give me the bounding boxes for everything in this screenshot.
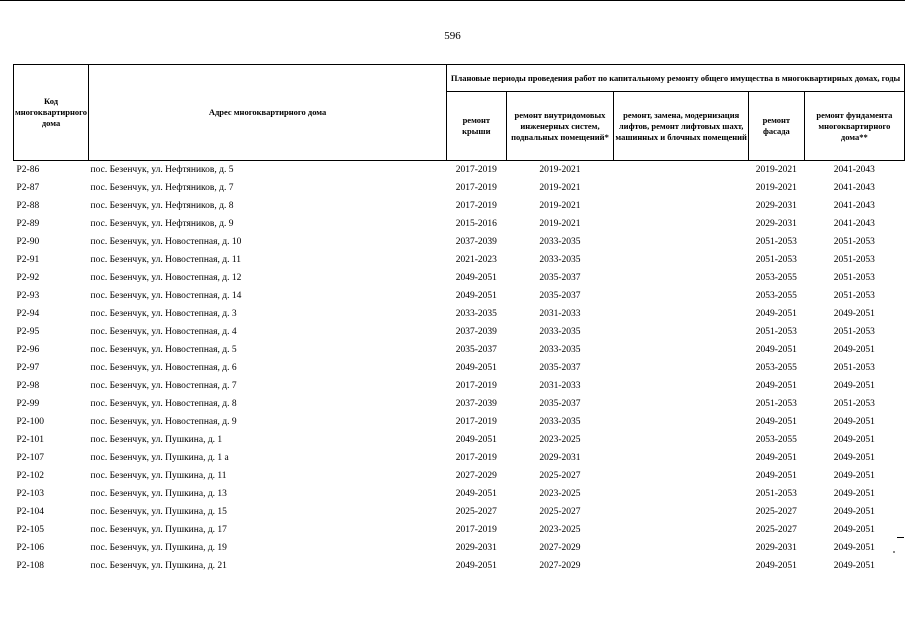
cell-lifts <box>614 557 749 575</box>
cell-roof: 2035-2037 <box>455 345 497 355</box>
cell-code: Р2-104 <box>16 507 44 517</box>
cell-roof: 2037-2039 <box>455 237 497 247</box>
cell-facade: 2051-2053 <box>755 255 797 265</box>
cell-lifts <box>614 485 749 503</box>
cell-roof: 2017-2019 <box>455 183 497 193</box>
column-header-foundation: ремонт фундамента многоквартирного дома** <box>804 92 904 161</box>
cell-lifts <box>614 323 749 341</box>
cell-code: Р2-100 <box>16 417 44 427</box>
column-header-systems: ремонт внутридомовых инженерных систем, подвальных помещений* <box>506 92 614 161</box>
cell-code: Р2-97 <box>16 363 40 373</box>
edge-mark <box>897 537 904 538</box>
table-row <box>14 557 905 575</box>
cell-lifts <box>614 161 749 180</box>
cell-foundation: 2051-2053 <box>833 255 875 265</box>
cell-roof: 2027-2029 <box>455 471 497 481</box>
column-header-address: Адрес многоквартирного дома <box>89 65 447 161</box>
cell-address: пос. Безенчук, ул. Новостепная, д. 11 <box>90 255 241 265</box>
cell-systems: 2033-2035 <box>539 345 581 355</box>
cell-lifts <box>614 197 749 215</box>
cell-address: пос. Безенчук, ул. Пушкина, д. 11 <box>90 471 227 481</box>
table-row <box>14 395 905 413</box>
cell-facade: 2029-2031 <box>755 219 797 229</box>
cell-facade: 2051-2053 <box>755 489 797 499</box>
cell-address: пос. Безенчук, ул. Нефтяников, д. 9 <box>90 219 234 229</box>
cell-roof: 2037-2039 <box>455 327 497 337</box>
table-body <box>14 161 905 576</box>
cell-systems: 2027-2029 <box>539 561 581 571</box>
cell-address: пос. Безенчук, ул. Новостепная, д. 9 <box>90 417 237 427</box>
cell-code: Р2-99 <box>16 399 40 409</box>
cell-facade: 2049-2051 <box>755 345 797 355</box>
cell-address: пос. Безенчук, ул. Новостепная, д. 10 <box>90 237 242 247</box>
table-row <box>14 197 905 215</box>
cell-address: пос. Безенчук, ул. Пушкина, д. 1 <box>90 435 223 445</box>
cell-roof: 2017-2019 <box>455 165 497 175</box>
cell-lifts <box>614 251 749 269</box>
cell-facade: 2051-2053 <box>755 399 797 409</box>
cell-code: Р2-95 <box>16 327 40 337</box>
cell-roof: 2037-2039 <box>455 399 497 409</box>
cell-code: Р2-89 <box>16 219 40 229</box>
cell-code: Р2-92 <box>16 273 40 283</box>
cell-systems: 2035-2037 <box>539 399 581 409</box>
cell-code: Р2-98 <box>16 381 40 391</box>
cell-lifts <box>614 377 749 395</box>
cell-lifts <box>614 215 749 233</box>
cell-foundation: 2051-2053 <box>833 237 875 247</box>
cell-foundation: 2049-2051 <box>833 345 875 355</box>
table-row <box>14 539 905 557</box>
cell-systems: 2019-2021 <box>539 219 581 229</box>
cell-roof: 2015-2016 <box>455 219 497 229</box>
cell-facade: 2053-2055 <box>755 363 797 373</box>
cell-address: пос. Безенчук, ул. Пушкина, д. 21 <box>90 561 227 571</box>
cell-foundation: 2041-2043 <box>833 201 875 211</box>
cell-facade: 2029-2031 <box>755 543 797 553</box>
cell-foundation: 2051-2053 <box>833 327 875 337</box>
cell-foundation: 2049-2051 <box>833 543 875 553</box>
cell-roof: 2033-2035 <box>455 309 497 319</box>
cell-facade: 2053-2055 <box>755 273 797 283</box>
cell-foundation: 2049-2051 <box>833 471 875 481</box>
table-row <box>14 269 905 287</box>
cell-roof: 2029-2031 <box>455 543 497 553</box>
cell-systems: 2019-2021 <box>539 165 581 175</box>
cell-facade: 2019-2021 <box>755 165 797 175</box>
cell-facade: 2049-2051 <box>755 453 797 463</box>
cell-code: Р2-106 <box>16 543 44 553</box>
table-row <box>14 467 905 485</box>
cell-systems: 2025-2027 <box>539 507 581 517</box>
cell-code: Р2-86 <box>16 165 40 175</box>
cell-lifts <box>614 359 749 377</box>
cell-lifts <box>614 503 749 521</box>
table-row <box>14 305 905 323</box>
cell-roof: 2049-2051 <box>455 291 497 301</box>
cell-foundation: 2051-2053 <box>833 291 875 301</box>
cell-systems: 2031-2033 <box>539 309 581 319</box>
cell-address: пос. Безенчук, ул. Новостепная, д. 5 <box>90 345 237 355</box>
cell-roof: 2049-2051 <box>455 561 497 571</box>
cell-systems: 2023-2025 <box>539 435 581 445</box>
cell-systems: 2023-2025 <box>539 525 581 535</box>
table-row <box>14 341 905 359</box>
capital-repair-table <box>13 64 905 575</box>
cell-foundation: 2049-2051 <box>833 507 875 517</box>
cell-facade: 2029-2031 <box>755 201 797 211</box>
table-row <box>14 377 905 395</box>
table-row <box>14 503 905 521</box>
cell-systems: 2035-2037 <box>539 273 581 283</box>
cell-code: Р2-107 <box>16 453 44 463</box>
cell-address: пос. Безенчук, ул. Пушкина, д. 17 <box>90 525 227 535</box>
cell-address: пос. Безенчук, ул. Новостепная, д. 12 <box>90 273 242 283</box>
table-row <box>14 521 905 539</box>
page-number: 596 <box>444 30 461 42</box>
column-header-lifts: ремонт, замена, модернизация лифтов, ремонт лифтовых шахт, машинных и блочных помещений <box>614 92 749 161</box>
cell-foundation: 2051-2053 <box>833 363 875 373</box>
cell-facade: 2049-2051 <box>755 561 797 571</box>
cell-code: Р2-93 <box>16 291 40 301</box>
cell-roof: 2017-2019 <box>455 453 497 463</box>
cell-address: пос. Безенчук, ул. Нефтяников, д. 7 <box>90 183 234 193</box>
cell-code: Р2-91 <box>16 255 40 265</box>
cell-roof: 2017-2019 <box>455 201 497 211</box>
table-row <box>14 215 905 233</box>
cell-roof: 2021-2023 <box>455 255 497 265</box>
column-header-facade: ремонт фасада <box>749 92 805 161</box>
cell-roof: 2049-2051 <box>455 363 497 373</box>
cell-roof: 2025-2027 <box>455 507 497 517</box>
cell-systems: 2033-2035 <box>539 255 581 265</box>
cell-foundation: 2049-2051 <box>833 525 875 535</box>
table-row <box>14 233 905 251</box>
cell-facade: 2053-2055 <box>755 291 797 301</box>
cell-systems: 2033-2035 <box>539 237 581 247</box>
cell-systems: 2035-2037 <box>539 363 581 373</box>
cell-address: пос. Безенчук, ул. Пушкина, д. 13 <box>90 489 227 499</box>
cell-facade: 2049-2051 <box>755 417 797 427</box>
cell-code: Р2-103 <box>16 489 44 499</box>
cell-facade: 2051-2053 <box>755 237 797 247</box>
cell-address: пос. Безенчук, ул. Нефтяников, д. 5 <box>90 165 234 175</box>
cell-systems: 2023-2025 <box>539 489 581 499</box>
table-row <box>14 431 905 449</box>
cell-lifts <box>614 233 749 251</box>
cell-address: пос. Безенчук, ул. Новостепная, д. 8 <box>90 399 237 409</box>
cell-systems: 2033-2035 <box>539 327 581 337</box>
cell-foundation: 2049-2051 <box>833 417 875 427</box>
cell-code: Р2-101 <box>16 435 44 445</box>
cell-lifts <box>614 269 749 287</box>
cell-code: Р2-96 <box>16 345 40 355</box>
cell-foundation: 2049-2051 <box>833 309 875 319</box>
cell-systems: 2031-2033 <box>539 381 581 391</box>
cell-address: пос. Безенчук, ул. Пушкина, д. 15 <box>90 507 227 517</box>
column-group-header: Плановые периоды проведения работ по капитальному ремонту общего имущества в многоквартирных домах, годы <box>447 65 905 92</box>
cell-code: Р2-105 <box>16 525 44 535</box>
cell-facade: 2053-2055 <box>755 435 797 445</box>
cell-foundation: 2049-2051 <box>833 453 875 463</box>
cell-address: пос. Безенчук, ул. Пушкина, д. 1 а <box>90 453 229 463</box>
cell-systems: 2035-2037 <box>539 291 581 301</box>
cell-facade: 2025-2027 <box>755 507 797 517</box>
table-row <box>14 251 905 269</box>
cell-foundation: 2051-2053 <box>833 399 875 409</box>
cell-facade: 2051-2053 <box>755 327 797 337</box>
cell-foundation: 2049-2051 <box>833 561 875 571</box>
table-row <box>14 413 905 431</box>
cell-lifts <box>614 395 749 413</box>
cell-foundation: 2049-2051 <box>833 489 875 499</box>
cell-facade: 2049-2051 <box>755 381 797 391</box>
cell-systems: 2019-2021 <box>539 201 581 211</box>
cell-lifts <box>614 179 749 197</box>
cell-lifts <box>614 341 749 359</box>
cell-foundation: 2049-2051 <box>833 381 875 391</box>
table-row <box>14 359 905 377</box>
cell-foundation: 2041-2043 <box>833 219 875 229</box>
top-rule <box>0 0 905 1</box>
cell-code: Р2-108 <box>16 561 44 571</box>
cell-facade: 2049-2051 <box>755 471 797 481</box>
cell-address: пос. Безенчук, ул. Новостепная, д. 14 <box>90 291 242 301</box>
edge-dot <box>893 551 895 553</box>
cell-foundation: 2051-2053 <box>833 273 875 283</box>
table-row <box>14 323 905 341</box>
cell-lifts <box>614 431 749 449</box>
cell-code: Р2-87 <box>16 183 40 193</box>
table-row <box>14 179 905 197</box>
column-header-roof: ремонт крыши <box>447 92 507 161</box>
cell-lifts <box>614 413 749 431</box>
cell-lifts <box>614 521 749 539</box>
cell-roof: 2049-2051 <box>455 273 497 283</box>
cell-address: пос. Безенчук, ул. Новостепная, д. 6 <box>90 363 237 373</box>
cell-systems: 2029-2031 <box>539 453 581 463</box>
cell-lifts <box>614 287 749 305</box>
cell-roof: 2017-2019 <box>455 525 497 535</box>
cell-facade: 2049-2051 <box>755 309 797 319</box>
cell-code: Р2-102 <box>16 471 44 481</box>
cell-address: пос. Безенчук, ул. Пушкина, д. 19 <box>90 543 227 553</box>
cell-systems: 2025-2027 <box>539 471 581 481</box>
column-header-code: Код многоквартирного дома <box>14 65 89 161</box>
cell-code: Р2-94 <box>16 309 40 319</box>
cell-foundation: 2041-2043 <box>833 165 875 175</box>
cell-roof: 2017-2019 <box>455 381 497 391</box>
cell-foundation: 2041-2043 <box>833 183 875 193</box>
cell-lifts <box>614 467 749 485</box>
cell-foundation: 2049-2051 <box>833 435 875 445</box>
cell-address: пос. Безенчук, ул. Нефтяников, д. 8 <box>90 201 234 211</box>
cell-systems: 2027-2029 <box>539 543 581 553</box>
cell-facade: 2019-2021 <box>755 183 797 193</box>
table-row <box>14 287 905 305</box>
cell-roof: 2017-2019 <box>455 417 497 427</box>
table-row <box>14 161 905 180</box>
cell-code: Р2-88 <box>16 201 40 211</box>
cell-systems: 2033-2035 <box>539 417 581 427</box>
cell-address: пос. Безенчук, ул. Новостепная, д. 3 <box>90 309 237 319</box>
cell-code: Р2-90 <box>16 237 40 247</box>
cell-address: пос. Безенчук, ул. Новостепная, д. 7 <box>90 381 237 391</box>
cell-address: пос. Безенчук, ул. Новостепная, д. 4 <box>90 327 237 337</box>
table-row <box>14 485 905 503</box>
cell-lifts <box>614 539 749 557</box>
table-row <box>14 449 905 467</box>
cell-systems: 2019-2021 <box>539 183 581 193</box>
cell-roof: 2049-2051 <box>455 489 497 499</box>
cell-lifts <box>614 449 749 467</box>
cell-facade: 2025-2027 <box>755 525 797 535</box>
cell-roof: 2049-2051 <box>455 435 497 445</box>
cell-lifts <box>614 305 749 323</box>
